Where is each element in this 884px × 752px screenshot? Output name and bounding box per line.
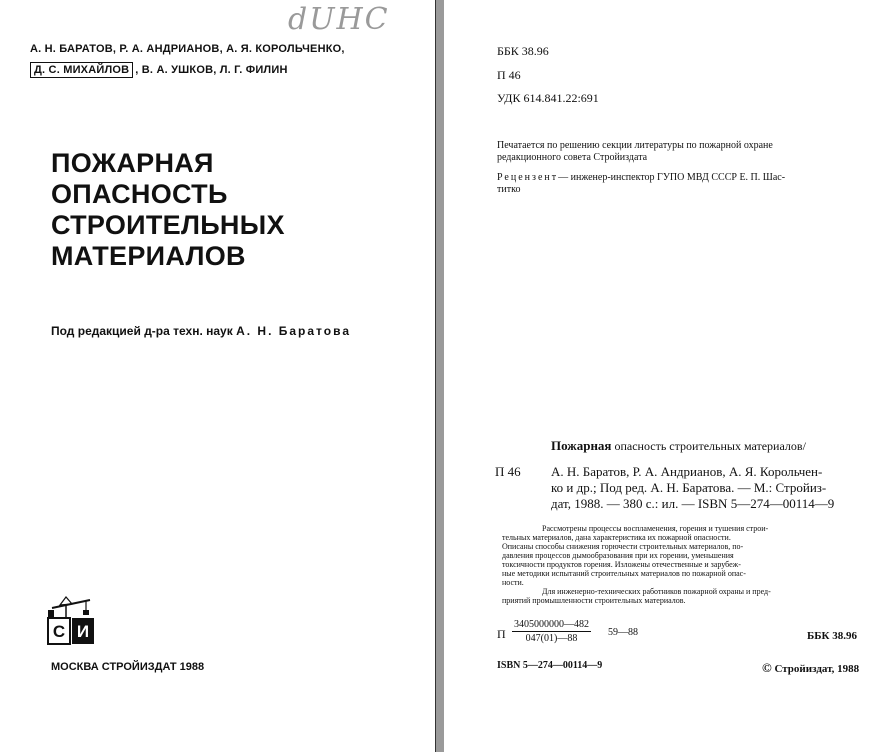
code-year: 59—88 — [608, 627, 638, 638]
reviewer-label: Рецензент — [497, 172, 559, 183]
reviewer-text-2: титко — [497, 184, 521, 195]
isbn: ISBN 5—274—00114—9 — [497, 660, 603, 671]
catalog-title-bold: Пожарная — [551, 438, 612, 453]
right-page-imprint — [444, 0, 884, 752]
author-mark: П 46 — [497, 68, 521, 82]
abstract-line: ности. — [502, 578, 524, 587]
copyright — [762, 660, 859, 676]
editor-prefix: Под редакцией д-ра техн. наук — [51, 324, 233, 338]
abstract-line: ные методики испытаний строительных материалов по пожарной опас- — [502, 569, 746, 578]
copyright-icon: © — [762, 660, 772, 675]
logo-letter-s: С — [52, 622, 66, 641]
title-line: ПОЖАРНАЯ — [51, 148, 214, 178]
catalog-line: дат, 1988. — 380 с.: ил. — ISBN 5—274—00114—9 — [551, 496, 835, 511]
code-denominator: 047(01)—88 — [525, 633, 578, 644]
catalog-title-rest: опасность строительных материалов/ — [611, 439, 806, 453]
title-line: МАТЕРИАЛОВ — [51, 241, 246, 271]
code-prefix: П — [497, 627, 506, 641]
author-boxed: Д. С. МИХАЙЛОВ — [30, 62, 133, 78]
catalog-line: А. Н. Баратов, Р. А. Андрианов, А. Я. Корольчен- — [551, 464, 823, 479]
logo-letter-i: И — [76, 622, 90, 641]
title-line: ОПАСНОСТЬ — [51, 179, 228, 209]
authors-line-2-rest: , В. А. УШКОВ, Л. Г. ФИЛИН — [135, 64, 288, 76]
abstract-line: приятий промышленности строительных материалов. — [502, 596, 686, 605]
reviewer-note — [497, 172, 785, 196]
catalog-line: ко и др.; Под ред. А. Н. Баратова. — М.: Стройиз- — [551, 480, 827, 495]
editor-line — [51, 324, 351, 338]
authors-line-2 — [30, 64, 288, 76]
book-title — [51, 148, 285, 272]
left-page-title — [0, 0, 436, 752]
code-numerator: 3405000000—482 — [514, 619, 589, 630]
catalog-index: П 46 — [495, 464, 521, 479]
udk-code: УДК 614.841.22:691 — [497, 91, 599, 105]
bbk-code: ББК 38.96 — [497, 44, 549, 58]
title-line: СТРОИТЕЛЬНЫХ — [51, 210, 285, 240]
book-gutter — [436, 0, 444, 752]
abstract-line: давления процессов дымообразования при их горении, уменьшения — [502, 551, 734, 560]
bbk-bottom: ББК 38.96 — [807, 630, 858, 642]
abstract-line: Описаны способы снижения горючести строительных материалов, по- — [502, 542, 744, 551]
publication-note-line: Печатается по решению секции литературы по пожарной охране — [497, 140, 773, 151]
editor-name: А. Н. Баратова — [236, 324, 351, 338]
abstract-line: токсичности продуктов горения. Изложены отечественные и зарубеж- — [502, 560, 741, 569]
copyright-text: Стройиздат, 1988 — [774, 663, 860, 675]
catalog-title — [551, 438, 806, 454]
page-edge — [435, 0, 436, 752]
publication-note — [497, 140, 773, 164]
abstract-line: Для инженерно-технических работников пожарной охраны и пред- — [542, 587, 771, 596]
library-stamp: dUHC — [288, 2, 390, 37]
catalog-body — [551, 464, 834, 512]
publisher-logo-icon — [46, 596, 96, 646]
abstract-line: тельных материалов, дана характеристика их пожарной опасности. — [502, 533, 731, 542]
code-fraction — [512, 618, 591, 645]
imprint-line: МОСКВА СТРОЙИЗДАТ 1988 — [51, 661, 205, 673]
publication-note-line: редакционного совета Стройиздата — [497, 152, 648, 163]
authors-line-1: А. Н. БАРАТОВ, Р. А. АНДРИАНОВ, А. Я. КОРОЛЬЧЕНКО, — [30, 43, 345, 55]
abstract-line: Рассмотрены процессы воспламенения, горения и тушения строи- — [542, 524, 769, 533]
reviewer-text: — инженер-инспектор ГУПО МВД СССР Е. П. Шас- — [558, 172, 786, 183]
abstract — [502, 524, 771, 605]
